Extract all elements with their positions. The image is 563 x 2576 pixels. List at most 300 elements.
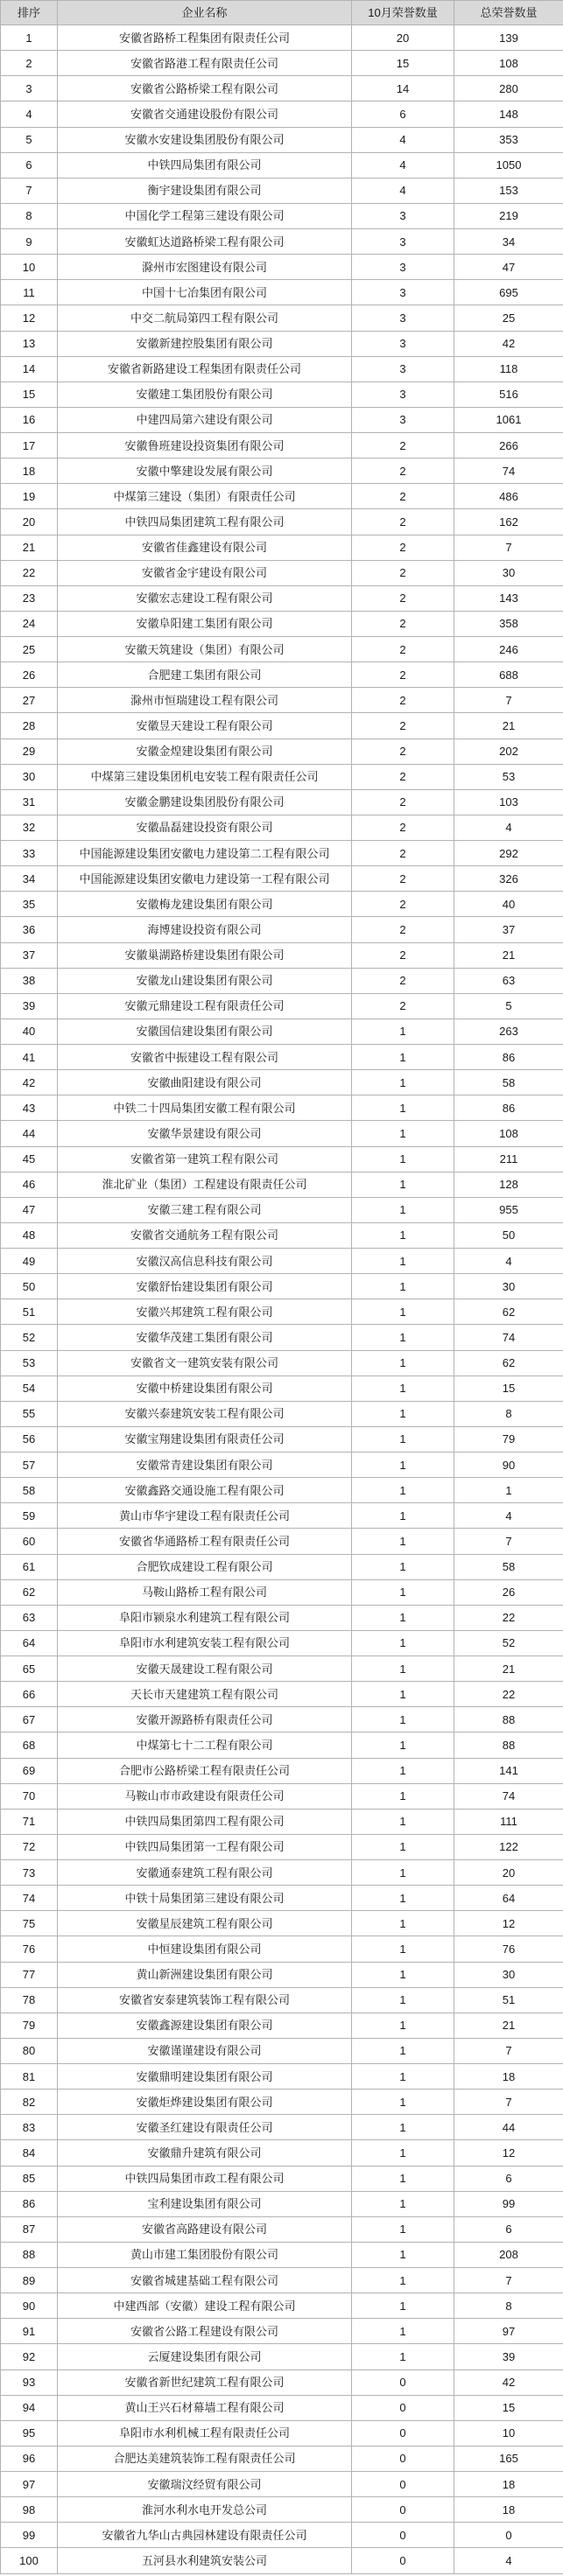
table-row bbox=[1, 1783, 563, 1809]
cell-rank: 78 bbox=[1, 1987, 58, 2012]
cell-rank: 77 bbox=[1, 1962, 58, 1987]
cell-rank: 47 bbox=[1, 1197, 58, 1222]
cell-rank: 9 bbox=[1, 229, 58, 255]
cell-rank: 5 bbox=[1, 127, 58, 152]
table-row bbox=[1, 1299, 563, 1325]
table-row bbox=[1, 1426, 563, 1452]
cell-rank: 8 bbox=[1, 203, 58, 228]
cell-company: 阜阳市水利建筑安装工程有限公司 bbox=[58, 1630, 352, 1656]
cell-rank: 80 bbox=[1, 2038, 58, 2063]
cell-october-honors: 2 bbox=[352, 968, 454, 993]
table-row bbox=[1, 203, 563, 228]
cell-company: 安徽开源路桥有限责任公司 bbox=[58, 1707, 352, 1732]
cell-rank: 14 bbox=[1, 356, 58, 382]
cell-rank: 7 bbox=[1, 178, 58, 203]
cell-october-honors: 2 bbox=[352, 585, 454, 611]
cell-company: 安徽华景建设有限公司 bbox=[58, 1121, 352, 1146]
table-row bbox=[1, 2242, 563, 2267]
header-total-honors: 总荣誉数量 bbox=[454, 1, 563, 25]
cell-rank: 100 bbox=[1, 2548, 58, 2574]
cell-rank: 24 bbox=[1, 611, 58, 636]
cell-total-honors: 108 bbox=[454, 1121, 563, 1146]
cell-company: 安徽通泰建筑工程有限公司 bbox=[58, 1860, 352, 1886]
cell-rank: 91 bbox=[1, 2319, 58, 2344]
cell-rank: 25 bbox=[1, 637, 58, 662]
cell-october-honors: 2 bbox=[352, 841, 454, 866]
table-row bbox=[1, 2012, 563, 2038]
cell-october-honors: 14 bbox=[352, 76, 454, 102]
cell-company: 安徽省交通建设股份有限公司 bbox=[58, 102, 352, 127]
cell-company: 宝利建设集团有限公司 bbox=[58, 2191, 352, 2216]
cell-company: 安徽瑞汶经贸有限公司 bbox=[58, 2472, 352, 2497]
table-header bbox=[1, 1, 563, 25]
cell-total-honors: 108 bbox=[454, 51, 563, 76]
cell-company: 中建西部（安徽）建设工程有限公司 bbox=[58, 2293, 352, 2319]
table-row bbox=[1, 1478, 563, 1503]
cell-company: 安徽新建控股集团有限公司 bbox=[58, 331, 352, 356]
table-row bbox=[1, 2523, 563, 2548]
cell-company: 安徽炬烨建设集团有限公司 bbox=[58, 2090, 352, 2115]
cell-total-honors: 143 bbox=[454, 585, 563, 611]
cell-rank: 17 bbox=[1, 433, 58, 458]
cell-total-honors: 42 bbox=[454, 331, 563, 356]
cell-rank: 84 bbox=[1, 2140, 58, 2166]
cell-rank: 37 bbox=[1, 942, 58, 968]
cell-total-honors: 30 bbox=[454, 1962, 563, 1987]
table-row bbox=[1, 662, 563, 688]
cell-october-honors: 1 bbox=[352, 2166, 454, 2191]
cell-october-honors: 1 bbox=[352, 1630, 454, 1656]
cell-rank: 99 bbox=[1, 2523, 58, 2548]
cell-rank: 75 bbox=[1, 1911, 58, 1936]
cell-rank: 63 bbox=[1, 1605, 58, 1630]
cell-company: 合肥达美建筑装饰工程有限责任公司 bbox=[58, 2446, 352, 2471]
cell-company: 中国化学工程第三建设有限公司 bbox=[58, 203, 352, 228]
table-row bbox=[1, 2268, 563, 2293]
cell-rank: 88 bbox=[1, 2242, 58, 2267]
cell-rank: 20 bbox=[1, 509, 58, 535]
cell-october-honors: 0 bbox=[352, 2370, 454, 2395]
cell-total-honors: 7 bbox=[454, 2090, 563, 2115]
cell-company: 中国十七冶集团有限公司 bbox=[58, 280, 352, 305]
cell-company: 中煤第七十二工程有限公司 bbox=[58, 1732, 352, 1758]
cell-company: 中铁四局集团第一工程有限公司 bbox=[58, 1834, 352, 1859]
cell-total-honors: 40 bbox=[454, 892, 563, 917]
cell-total-honors: 358 bbox=[454, 611, 563, 636]
cell-company: 安徽水安建设集团股份有限公司 bbox=[58, 127, 352, 152]
cell-october-honors: 1 bbox=[352, 1936, 454, 1962]
cell-company: 安徽中桥建设集团有限公司 bbox=[58, 1376, 352, 1401]
cell-october-honors: 1 bbox=[352, 1682, 454, 1707]
table-row bbox=[1, 1656, 563, 1682]
cell-company: 安徽金鹏建设集团股份有限公司 bbox=[58, 789, 352, 815]
cell-company: 安徽鼎明建设集团有限公司 bbox=[58, 2064, 352, 2090]
cell-company: 安徽省城建基础工程有限公司 bbox=[58, 2268, 352, 2293]
cell-october-honors: 3 bbox=[352, 203, 454, 228]
table-row bbox=[1, 1452, 563, 1478]
table-row bbox=[1, 407, 563, 432]
cell-total-honors: 8 bbox=[454, 1401, 563, 1426]
cell-rank: 86 bbox=[1, 2191, 58, 2216]
cell-total-honors: 128 bbox=[454, 1172, 563, 1197]
cell-total-honors: 21 bbox=[454, 942, 563, 968]
table-row bbox=[1, 178, 563, 203]
cell-october-honors: 1 bbox=[352, 2216, 454, 2242]
table-row bbox=[1, 968, 563, 993]
cell-company: 安徽元鼎建设工程有限责任公司 bbox=[58, 993, 352, 1018]
cell-total-honors: 219 bbox=[454, 203, 563, 228]
cell-october-honors: 1 bbox=[352, 1222, 454, 1248]
cell-total-honors: 202 bbox=[454, 738, 563, 764]
cell-october-honors: 1 bbox=[352, 1886, 454, 1911]
table-row bbox=[1, 2548, 563, 2574]
cell-company: 安徽汉高信息科技有限公司 bbox=[58, 1249, 352, 1274]
table-row bbox=[1, 1554, 563, 1579]
cell-total-honors: 51 bbox=[454, 1987, 563, 2012]
table-row bbox=[1, 1045, 563, 1070]
cell-company: 安徽天筑建设（集团）有限公司 bbox=[58, 637, 352, 662]
cell-total-honors: 58 bbox=[454, 1554, 563, 1579]
table-row bbox=[1, 433, 563, 458]
cell-company: 中铁四局集团建筑工程有限公司 bbox=[58, 509, 352, 535]
cell-october-honors: 1 bbox=[352, 2319, 454, 2344]
cell-october-honors: 2 bbox=[352, 942, 454, 968]
cell-company: 中恒建设集团有限公司 bbox=[58, 1936, 352, 1962]
cell-company: 安徽曲阳建设有限公司 bbox=[58, 1070, 352, 1096]
table-row bbox=[1, 102, 563, 127]
cell-rank: 66 bbox=[1, 1682, 58, 1707]
cell-company: 五河县水利建筑安装公司 bbox=[58, 2548, 352, 2574]
cell-total-honors: 22 bbox=[454, 1682, 563, 1707]
cell-total-honors: 21 bbox=[454, 1656, 563, 1682]
cell-company: 安徽圣红建设有限责任公司 bbox=[58, 2115, 352, 2140]
table-row bbox=[1, 51, 563, 76]
table-row bbox=[1, 2293, 563, 2319]
cell-rank: 40 bbox=[1, 1018, 58, 1044]
cell-rank: 27 bbox=[1, 688, 58, 713]
table-row bbox=[1, 1146, 563, 1172]
cell-company: 天长市天建建筑工程有限公司 bbox=[58, 1682, 352, 1707]
table-row bbox=[1, 2344, 563, 2370]
table-row bbox=[1, 942, 563, 968]
cell-rank: 60 bbox=[1, 1529, 58, 1554]
table-row bbox=[1, 713, 563, 738]
cell-rank: 4 bbox=[1, 102, 58, 127]
cell-total-honors: 353 bbox=[454, 127, 563, 152]
cell-rank: 44 bbox=[1, 1121, 58, 1146]
cell-october-honors: 2 bbox=[352, 866, 454, 892]
cell-october-honors: 3 bbox=[352, 407, 454, 432]
cell-october-honors: 1 bbox=[352, 1274, 454, 1299]
table-row bbox=[1, 229, 563, 255]
cell-company: 安徽巢湖路桥建设集团有限公司 bbox=[58, 942, 352, 968]
cell-total-honors: 44 bbox=[454, 2115, 563, 2140]
cell-rank: 68 bbox=[1, 1732, 58, 1758]
cell-total-honors: 30 bbox=[454, 560, 563, 585]
cell-rank: 21 bbox=[1, 535, 58, 560]
cell-rank: 34 bbox=[1, 866, 58, 892]
table-row bbox=[1, 1579, 563, 1605]
cell-october-honors: 1 bbox=[352, 1096, 454, 1121]
cell-total-honors: 52 bbox=[454, 1630, 563, 1656]
cell-rank: 23 bbox=[1, 585, 58, 611]
cell-company: 滁州市宏图建设有限公司 bbox=[58, 255, 352, 280]
table-row bbox=[1, 789, 563, 815]
table-row bbox=[1, 1732, 563, 1758]
cell-rank: 98 bbox=[1, 2497, 58, 2523]
cell-total-honors: 20 bbox=[454, 1860, 563, 1886]
cell-rank: 52 bbox=[1, 1325, 58, 1350]
cell-october-honors: 1 bbox=[352, 1325, 454, 1350]
cell-company: 安徽省第一建筑工程有限公司 bbox=[58, 1146, 352, 1172]
cell-total-honors: 12 bbox=[454, 2140, 563, 2166]
cell-total-honors: 97 bbox=[454, 2319, 563, 2344]
table-row bbox=[1, 1529, 563, 1554]
table-row bbox=[1, 1809, 563, 1834]
cell-october-honors: 4 bbox=[352, 178, 454, 203]
table-row bbox=[1, 1682, 563, 1707]
cell-october-honors: 3 bbox=[352, 305, 454, 331]
cell-october-honors: 1 bbox=[352, 1656, 454, 1682]
table-row bbox=[1, 917, 563, 942]
cell-rank: 70 bbox=[1, 1783, 58, 1809]
ranking-table-body bbox=[1, 25, 563, 2574]
table-row bbox=[1, 993, 563, 1018]
cell-company: 安徽鼎升建筑有限公司 bbox=[58, 2140, 352, 2166]
cell-company: 安徽省路桥工程集团有限责任公司 bbox=[58, 25, 352, 51]
table-row bbox=[1, 1401, 563, 1426]
cell-company: 安徽兴泰建筑安装工程有限公司 bbox=[58, 1401, 352, 1426]
cell-october-honors: 3 bbox=[352, 280, 454, 305]
cell-company: 安徽阜阳建工集团有限公司 bbox=[58, 611, 352, 636]
header-company: 企业名称 bbox=[58, 1, 352, 25]
table-row bbox=[1, 2497, 563, 2523]
cell-company: 黄山市华宇建设工程有限责任公司 bbox=[58, 1503, 352, 1529]
cell-october-honors: 2 bbox=[352, 764, 454, 789]
cell-total-honors: 141 bbox=[454, 1758, 563, 1783]
cell-october-honors: 1 bbox=[352, 1045, 454, 1070]
cell-total-honors: 955 bbox=[454, 1197, 563, 1222]
cell-october-honors: 2 bbox=[352, 509, 454, 535]
cell-rank: 56 bbox=[1, 1426, 58, 1452]
cell-total-honors: 86 bbox=[454, 1096, 563, 1121]
cell-company: 合肥市公路桥梁工程有限责任公司 bbox=[58, 1758, 352, 1783]
cell-total-honors: 90 bbox=[454, 1452, 563, 1478]
table-row bbox=[1, 764, 563, 789]
cell-october-honors: 1 bbox=[352, 1911, 454, 1936]
table-row bbox=[1, 1630, 563, 1656]
cell-company: 安徽宏志建设工程有限公司 bbox=[58, 585, 352, 611]
table-row bbox=[1, 280, 563, 305]
cell-october-honors: 4 bbox=[352, 127, 454, 152]
cell-company: 合肥钦成建设工程有限公司 bbox=[58, 1554, 352, 1579]
cell-october-honors: 3 bbox=[352, 255, 454, 280]
cell-total-honors: 10 bbox=[454, 2420, 563, 2446]
cell-october-honors: 15 bbox=[352, 51, 454, 76]
cell-total-honors: 76 bbox=[454, 1936, 563, 1962]
cell-october-honors: 1 bbox=[352, 1834, 454, 1859]
cell-company: 安徽鑫源建设集团有限公司 bbox=[58, 2012, 352, 2038]
cell-company: 安徽兴邦建筑工程有限公司 bbox=[58, 1299, 352, 1325]
cell-rank: 59 bbox=[1, 1503, 58, 1529]
cell-total-honors: 292 bbox=[454, 841, 563, 866]
cell-october-honors: 1 bbox=[352, 1018, 454, 1044]
cell-rank: 61 bbox=[1, 1554, 58, 1579]
cell-total-honors: 30 bbox=[454, 1274, 563, 1299]
cell-october-honors: 1 bbox=[352, 1707, 454, 1732]
cell-october-honors: 1 bbox=[352, 1529, 454, 1554]
cell-company: 安徽华茂建工集团有限公司 bbox=[58, 1325, 352, 1350]
cell-october-honors: 1 bbox=[352, 2012, 454, 2038]
cell-company: 安徽省新路建设工程集团有限责任公司 bbox=[58, 356, 352, 382]
cell-rank: 30 bbox=[1, 764, 58, 789]
cell-company: 淮河水利水电开发总公司 bbox=[58, 2497, 352, 2523]
cell-rank: 42 bbox=[1, 1070, 58, 1096]
table-row bbox=[1, 2420, 563, 2446]
cell-rank: 90 bbox=[1, 2293, 58, 2319]
cell-total-honors: 39 bbox=[454, 2344, 563, 2370]
cell-total-honors: 18 bbox=[454, 2497, 563, 2523]
cell-total-honors: 688 bbox=[454, 662, 563, 688]
cell-october-honors: 1 bbox=[352, 1146, 454, 1172]
table-row bbox=[1, 1249, 563, 1274]
table-row bbox=[1, 815, 563, 840]
cell-total-honors: 1050 bbox=[454, 152, 563, 178]
cell-october-honors: 1 bbox=[352, 1554, 454, 1579]
cell-company: 阜阳市水利机械工程有限责任公司 bbox=[58, 2420, 352, 2446]
table-row bbox=[1, 1197, 563, 1222]
cell-company: 安徽龙山建设集团有限公司 bbox=[58, 968, 352, 993]
cell-company: 合肥建工集团有限公司 bbox=[58, 662, 352, 688]
cell-total-honors: 88 bbox=[454, 1732, 563, 1758]
cell-rank: 67 bbox=[1, 1707, 58, 1732]
cell-october-honors: 1 bbox=[352, 2191, 454, 2216]
cell-company: 安徽省交通航务工程有限公司 bbox=[58, 1222, 352, 1248]
cell-october-honors: 1 bbox=[352, 1809, 454, 1834]
cell-company: 安徽省佳鑫建设有限公司 bbox=[58, 535, 352, 560]
cell-october-honors: 1 bbox=[352, 2090, 454, 2115]
cell-company: 安徽梅龙建设集团有限公司 bbox=[58, 892, 352, 917]
cell-rank: 45 bbox=[1, 1146, 58, 1172]
cell-october-honors: 0 bbox=[352, 2472, 454, 2497]
table-row bbox=[1, 255, 563, 280]
table-row bbox=[1, 1936, 563, 1962]
cell-total-honors: 211 bbox=[454, 1146, 563, 1172]
cell-company: 中建四局第六建设有限公司 bbox=[58, 407, 352, 432]
cell-company: 安徽昱天建设工程有限公司 bbox=[58, 713, 352, 738]
table-row bbox=[1, 2038, 563, 2063]
cell-company: 云厦建设集团有限公司 bbox=[58, 2344, 352, 2370]
table-row bbox=[1, 2090, 563, 2115]
table-row bbox=[1, 1325, 563, 1350]
cell-company: 安徽鲁班建设投资集团有限公司 bbox=[58, 433, 352, 458]
cell-october-honors: 1 bbox=[352, 2344, 454, 2370]
cell-company: 安徽常青建设集团有限公司 bbox=[58, 1452, 352, 1478]
cell-company: 中国能源建设集团安徽电力建设第二工程有限公司 bbox=[58, 841, 352, 866]
table-row bbox=[1, 637, 563, 662]
cell-company: 衡宇建设集团有限公司 bbox=[58, 178, 352, 203]
table-row bbox=[1, 1911, 563, 1936]
cell-company: 中铁十局集团第三建设有限公司 bbox=[58, 1886, 352, 1911]
cell-total-honors: 18 bbox=[454, 2064, 563, 2090]
cell-total-honors: 118 bbox=[454, 356, 563, 382]
table-row bbox=[1, 1758, 563, 1783]
cell-october-honors: 1 bbox=[352, 1478, 454, 1503]
header-rank: 排序 bbox=[1, 1, 58, 25]
cell-october-honors: 1 bbox=[352, 1197, 454, 1222]
cell-company: 安徽省路港工程有限责任公司 bbox=[58, 51, 352, 76]
cell-company: 安徽省公路桥梁工程有限公司 bbox=[58, 76, 352, 102]
cell-october-honors: 1 bbox=[352, 1172, 454, 1197]
cell-rank: 57 bbox=[1, 1452, 58, 1478]
cell-rank: 13 bbox=[1, 331, 58, 356]
table-row bbox=[1, 585, 563, 611]
table-row bbox=[1, 331, 563, 356]
cell-rank: 87 bbox=[1, 2216, 58, 2242]
cell-rank: 64 bbox=[1, 1630, 58, 1656]
cell-rank: 79 bbox=[1, 2012, 58, 2038]
cell-total-honors: 153 bbox=[454, 178, 563, 203]
cell-october-honors: 2 bbox=[352, 662, 454, 688]
table-row bbox=[1, 866, 563, 892]
cell-rank: 28 bbox=[1, 713, 58, 738]
cell-total-honors: 15 bbox=[454, 2395, 563, 2420]
cell-october-honors: 1 bbox=[352, 1121, 454, 1146]
table-row bbox=[1, 1350, 563, 1376]
cell-total-honors: 50 bbox=[454, 1222, 563, 1248]
cell-company: 马鞍山市市政建设有限责任公司 bbox=[58, 1783, 352, 1809]
cell-total-honors: 326 bbox=[454, 866, 563, 892]
cell-total-honors: 4 bbox=[454, 1503, 563, 1529]
table-row bbox=[1, 1886, 563, 1911]
cell-total-honors: 7 bbox=[454, 688, 563, 713]
cell-company: 中煤第三建设（集团）有限责任公司 bbox=[58, 484, 352, 509]
cell-total-honors: 7 bbox=[454, 535, 563, 560]
cell-total-honors: 37 bbox=[454, 917, 563, 942]
cell-company: 海博建设投资有限公司 bbox=[58, 917, 352, 942]
cell-rank: 85 bbox=[1, 2166, 58, 2191]
table-row bbox=[1, 1018, 563, 1044]
cell-company: 安徽星辰建筑工程有限公司 bbox=[58, 1911, 352, 1936]
cell-october-honors: 1 bbox=[352, 1605, 454, 1630]
cell-rank: 96 bbox=[1, 2446, 58, 2471]
cell-october-honors: 2 bbox=[352, 713, 454, 738]
cell-total-honors: 47 bbox=[454, 255, 563, 280]
cell-rank: 71 bbox=[1, 1809, 58, 1834]
cell-october-honors: 1 bbox=[352, 1860, 454, 1886]
cell-rank: 29 bbox=[1, 738, 58, 764]
cell-total-honors: 695 bbox=[454, 280, 563, 305]
table-row bbox=[1, 2319, 563, 2344]
cell-october-honors: 0 bbox=[352, 2395, 454, 2420]
cell-october-honors: 1 bbox=[352, 2038, 454, 2063]
cell-rank: 81 bbox=[1, 2064, 58, 2090]
cell-rank: 39 bbox=[1, 993, 58, 1018]
cell-total-honors: 74 bbox=[454, 1325, 563, 1350]
cell-total-honors: 208 bbox=[454, 2242, 563, 2267]
cell-rank: 22 bbox=[1, 560, 58, 585]
table-row bbox=[1, 1605, 563, 1630]
table-row bbox=[1, 688, 563, 713]
cell-total-honors: 21 bbox=[454, 2012, 563, 2038]
cell-october-honors: 1 bbox=[352, 1783, 454, 1809]
cell-october-honors: 1 bbox=[352, 1452, 454, 1478]
cell-total-honors: 0 bbox=[454, 2523, 563, 2548]
cell-total-honors: 6 bbox=[454, 2216, 563, 2242]
cell-total-honors: 34 bbox=[454, 229, 563, 255]
cell-company: 中铁二十四局集团安徽工程有限公司 bbox=[58, 1096, 352, 1121]
cell-rank: 6 bbox=[1, 152, 58, 178]
